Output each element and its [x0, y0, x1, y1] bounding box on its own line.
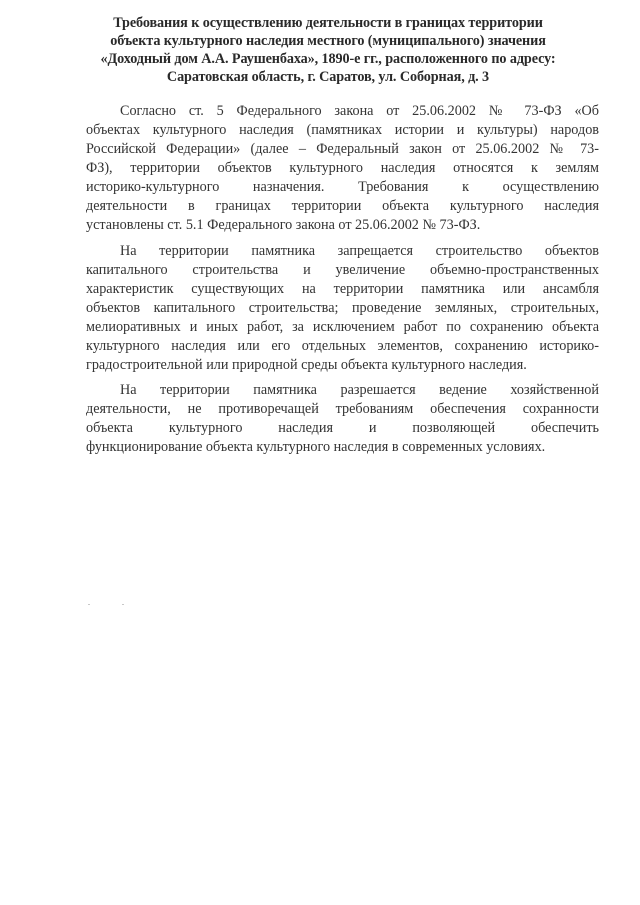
paragraph-line: Российской Федерации» (далее – Федеральный закон от 25.06.2002 № 73-	[86, 141, 599, 157]
paragraph-line: деятельности в границах территории объекта культурного наследия	[86, 198, 599, 214]
title-line: объекта культурного наследия местного (муниципального) значения	[110, 33, 546, 49]
scan-speck	[122, 604, 124, 605]
title-line: Саратовская область, г. Саратов, ул. Соборная, д. 3	[166, 69, 490, 85]
paragraph-line: установлены ст. 5.1 Федерального закона от 25.06.2002 № 73-ФЗ.	[86, 217, 481, 233]
paragraph-line: капитального строительства и увеличение объемно-пространственных	[86, 262, 599, 278]
scan-speck	[88, 604, 90, 605]
paragraph-prohibitions	[86, 242, 599, 375]
paragraph-line: деятельности, не противоречащей требованиям обеспечения сохранности	[86, 401, 599, 417]
paragraph-permissions	[86, 381, 599, 457]
paragraph-line: характеристик существующих на территории памятника или ансамбля	[86, 281, 599, 297]
paragraph-line: градостроительной или природной среды объекта культурного наследия.	[86, 357, 527, 373]
document-title	[78, 14, 578, 86]
paragraph-line: объектах культурного наследия (памятниках истории и культуры) народов	[86, 122, 599, 138]
title-line: «Доходный дом А.А. Раушенбаха», 1890-е гг., расположенного по адресу:	[100, 51, 556, 67]
paragraph-line: объекта культурного наследия и позволяющей обеспечить	[86, 420, 599, 436]
paragraph-line: функционирование объекта культурного наследия в современных условиях.	[86, 439, 546, 455]
paragraph-legal-basis	[86, 102, 599, 235]
paragraph-line: На территории памятника разрешается ведение хозяйственной	[120, 382, 599, 398]
title-line: Требования к осуществлению деятельности в границах территории	[113, 15, 543, 31]
paragraph-line: На территории памятника запрещается строительство объектов	[120, 243, 599, 259]
paragraph-line: мелиоративных и иных работ, за исключением работ по сохранению объекта	[86, 319, 599, 335]
paragraph-line: культурного наследия или его отдельных элементов, сохранению историко-	[86, 338, 599, 354]
paragraph-line: объектов капитального строительства; проведение земляных, строительных,	[86, 300, 599, 316]
paragraph-line: Согласно ст. 5 Федерального закона от 25.06.2002 № 73-ФЗ «Об	[120, 103, 599, 119]
paragraph-line: ФЗ), территории объектов культурного наследия относятся к землям	[86, 160, 599, 176]
paragraph-line: историко-культурного назначения. Требования к осуществлению	[86, 179, 599, 195]
